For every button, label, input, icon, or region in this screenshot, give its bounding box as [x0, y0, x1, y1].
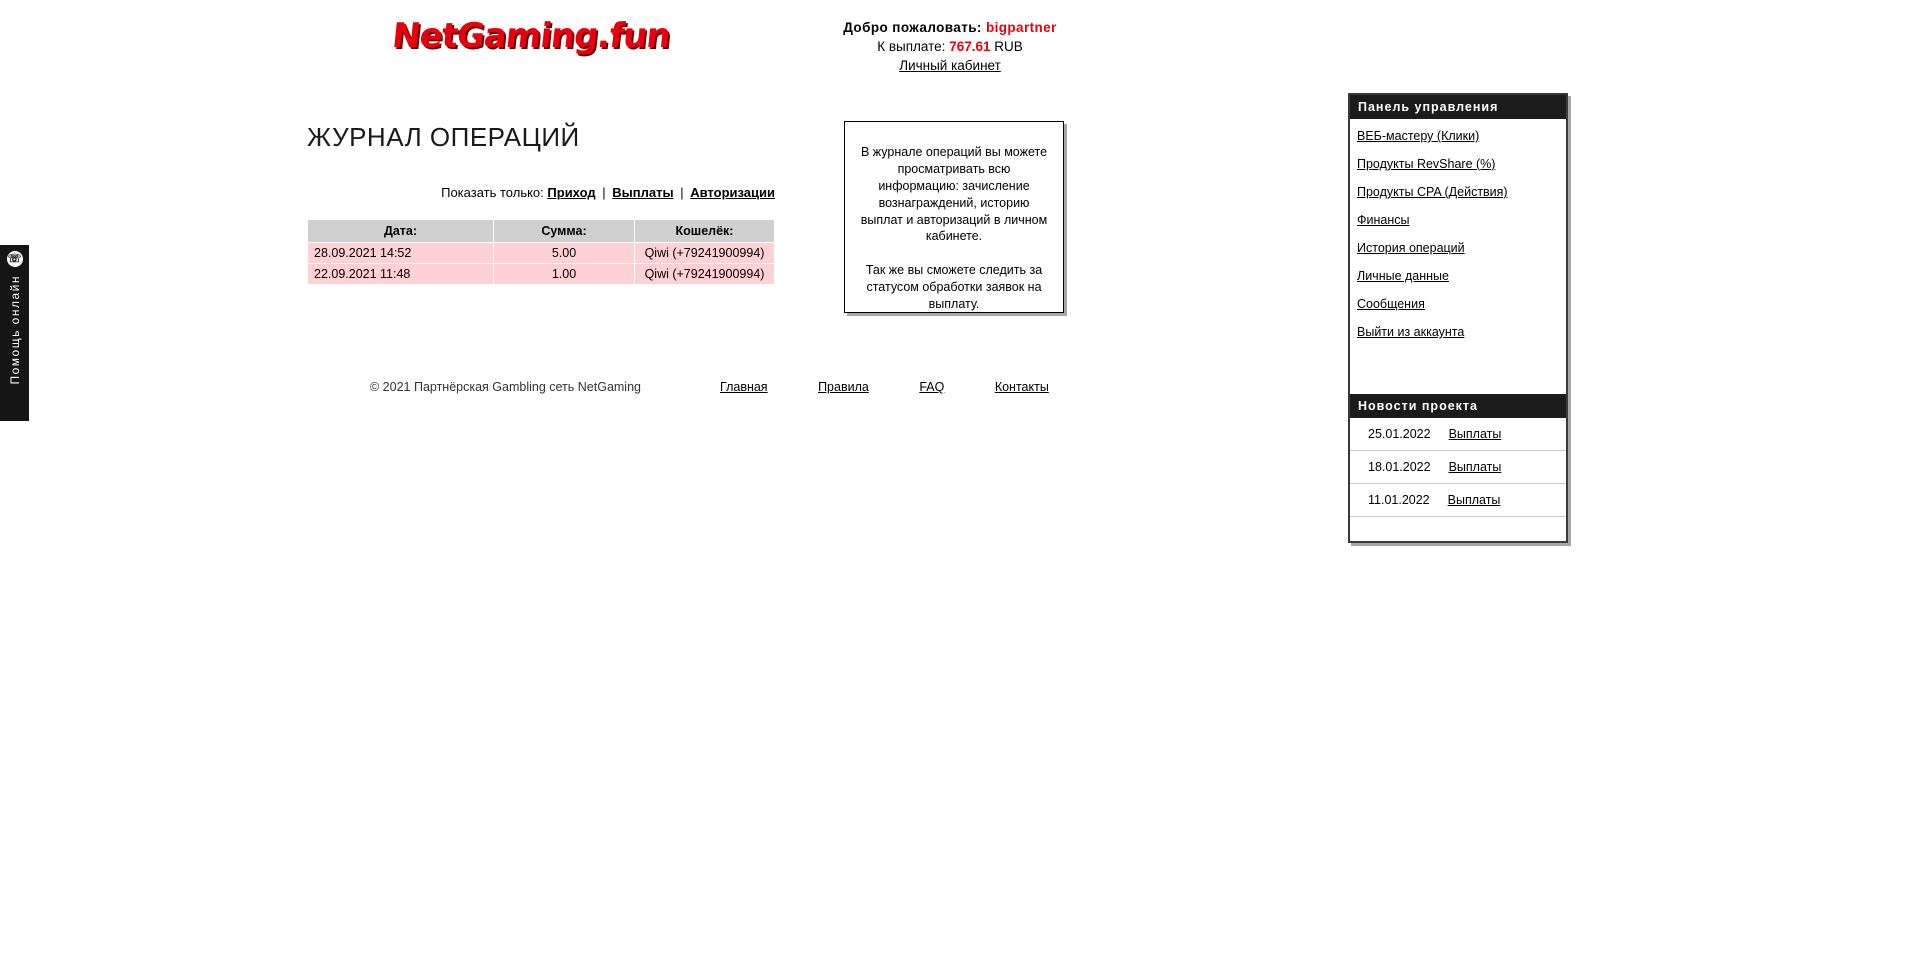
menu-item-personal-data[interactable]: [1350, 262, 1566, 290]
username-value: bigpartner: [985, 20, 1057, 35]
info-box: [844, 121, 1064, 313]
control-panel-menu: [1350, 119, 1566, 352]
control-panel-title: Панель управления: [1350, 95, 1566, 119]
filter-payouts-link[interactable]: Выплаты: [612, 185, 674, 200]
welcome-row: [770, 20, 1130, 35]
list-item: [1350, 451, 1566, 484]
right-panel: [1348, 93, 1568, 543]
table-row: [308, 264, 775, 285]
list-item: [1350, 484, 1566, 517]
news-link[interactable]: Выплаты: [1448, 427, 1502, 441]
menu-link-logout[interactable]: Выйти из аккаунта: [1357, 325, 1465, 339]
news-date: 18.01.2022: [1368, 460, 1431, 474]
cell-date: 28.09.2021 14:52: [308, 243, 494, 264]
news-list-spacer: [1350, 517, 1566, 541]
column-header-amount: Сумма:: [494, 220, 635, 243]
personal-cabinet-link[interactable]: Личный кабинет: [899, 58, 1001, 73]
filter-row: [307, 185, 775, 200]
footer-links: [720, 380, 1096, 394]
filter-separator-2: |: [680, 185, 684, 200]
menu-link-webmaster[interactable]: ВЕБ-мастеру (Клики): [1357, 129, 1480, 143]
news-title: Новости проекта: [1350, 394, 1566, 418]
menu-link-revshare[interactable]: Продукты RevShare (%): [1357, 157, 1496, 171]
filter-label: Показать только:: [441, 185, 544, 200]
footer-link-contacts[interactable]: Контакты: [994, 380, 1049, 394]
footer-link-rules[interactable]: Правила: [818, 380, 869, 394]
menu-item-logout[interactable]: [1350, 318, 1566, 346]
payout-amount: 767.61: [949, 39, 991, 54]
page-title: ЖУРНАЛ ОПЕРАЦИЙ: [307, 122, 580, 152]
footer-link-home[interactable]: Главная: [720, 380, 768, 394]
headset-icon: ☏: [7, 253, 22, 265]
cell-amount: 1.00: [494, 264, 635, 285]
menu-link-cpa[interactable]: Продукты CPA (Действия): [1357, 185, 1508, 199]
operations-table: [307, 219, 775, 285]
menu-item-cpa[interactable]: [1350, 178, 1566, 206]
news-date: 25.01.2022: [1368, 427, 1431, 441]
menu-link-personal-data[interactable]: Личные данные: [1357, 269, 1449, 283]
info-paragraph-2: Так же вы сможете следить за статусом обработки заявок на выплату.: [865, 263, 1043, 311]
menu-link-operations-history[interactable]: История операций: [1357, 241, 1465, 255]
site-logo[interactable]: NetGaming.fun: [390, 16, 672, 56]
filter-separator-1: |: [602, 185, 606, 200]
menu-item-operations-history[interactable]: [1350, 234, 1566, 262]
help-online-tab[interactable]: [0, 245, 29, 421]
filter-authorizations-link[interactable]: Авторизации: [690, 185, 775, 200]
column-header-wallet: Кошелёк:: [635, 220, 775, 243]
menu-item-messages[interactable]: [1350, 290, 1566, 318]
news-link[interactable]: Выплаты: [1447, 493, 1501, 507]
table-header-row: [308, 220, 775, 243]
list-item: [1350, 418, 1566, 451]
cell-wallet: Qiwi (+79241900994): [635, 264, 775, 285]
help-online-label: Помощь онлайн: [7, 275, 22, 385]
footer-copyright: © 2021 Партнёрская Gambling сеть NetGaming: [370, 380, 641, 394]
menu-item-webmaster[interactable]: [1350, 122, 1566, 150]
info-paragraph-1: В журнале операций вы можете просматривать всю информацию: зачисление вознаграждений, историю выплат и авторизаций в личном кабинете.: [860, 145, 1048, 244]
menu-item-revshare[interactable]: [1350, 150, 1566, 178]
account-summary: [770, 20, 1130, 73]
news-date: 11.01.2022: [1368, 493, 1430, 507]
cell-amount: 5.00: [494, 243, 635, 264]
news-list: [1350, 418, 1566, 541]
filter-income-link[interactable]: Приход: [547, 185, 596, 200]
cell-wallet: Qiwi (+79241900994): [635, 243, 775, 264]
footer-link-faq[interactable]: FAQ: [919, 380, 945, 394]
news-link[interactable]: Выплаты: [1448, 460, 1502, 474]
menu-item-finance[interactable]: [1350, 206, 1566, 234]
payout-label: К выплате:: [877, 39, 946, 54]
payout-currency: RUB: [994, 39, 1023, 54]
cell-date: 22.09.2021 11:48: [308, 264, 494, 285]
menu-link-finance[interactable]: Финансы: [1357, 213, 1410, 227]
welcome-label: Добро пожаловать:: [843, 20, 982, 35]
column-header-date: Дата:: [308, 220, 494, 243]
table-row: [308, 243, 775, 264]
payout-row: [770, 39, 1130, 54]
menu-link-messages[interactable]: Сообщения: [1357, 297, 1425, 311]
